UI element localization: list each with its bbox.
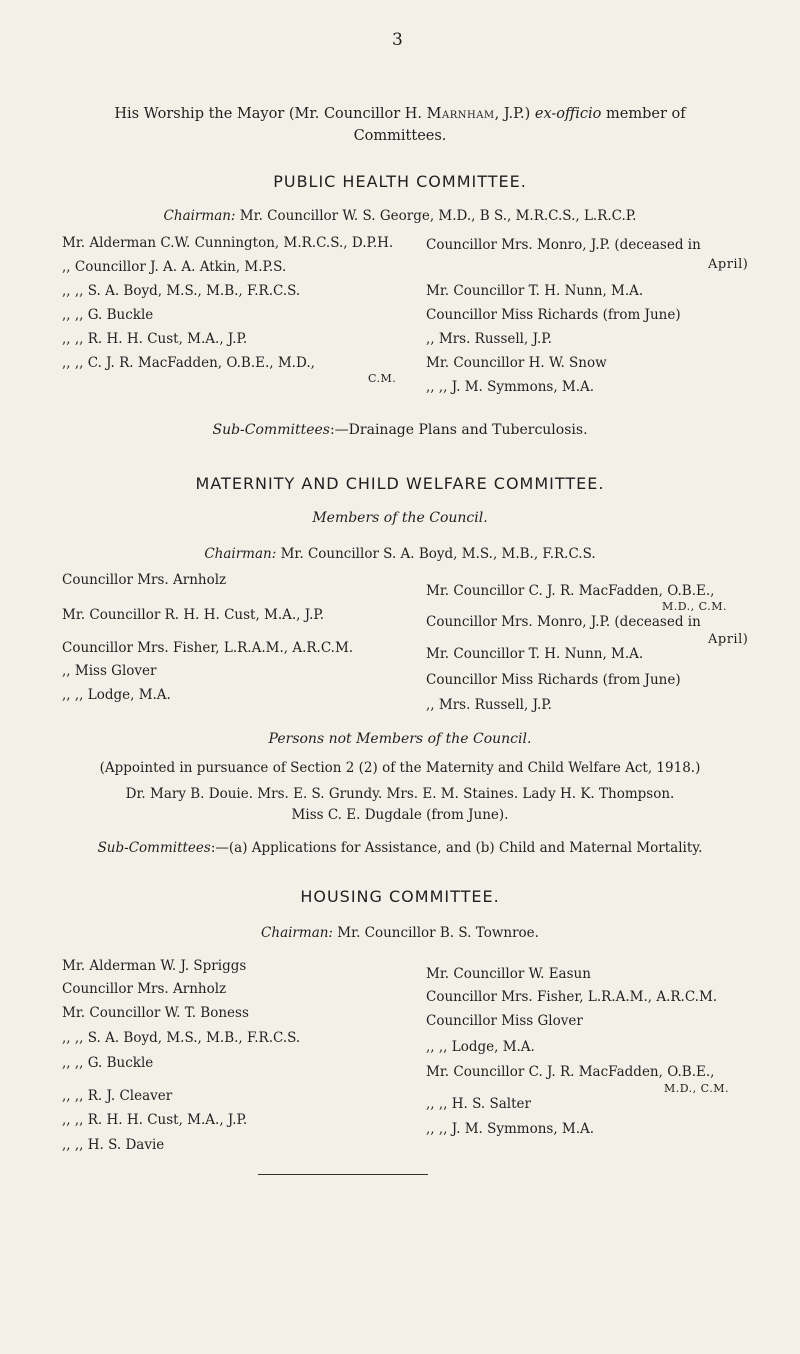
ph-subcommittees — [0, 422, 800, 438]
mat-appointed: (Appointed in pursuance of Section 2 (2) of the Maternity and Child Welfare Act, 1918.) — [99, 760, 701, 776]
mat-left-5: ,, ,, Lodge, M.A. — [62, 687, 171, 703]
ph-right-2: Mr. Councillor T. H. Nunn, M.A. — [426, 283, 644, 299]
housing-left-1: Mr. Alderman W. J. Spriggs — [62, 958, 247, 974]
closing-rule — [258, 1174, 428, 1175]
mat-sub-label: Sub-Committees — [97, 840, 211, 856]
ph-sub-text: :—Drainage Plans and Tuberculosis. — [329, 422, 588, 438]
mat-right-2: Councillor Mrs. Monro, J.P. (deceased in — [426, 614, 701, 630]
mat-right-tail-1: M.D., C.M. — [662, 600, 727, 613]
housing-left-4: ,, ,, S. A. Boyd, M.S., M.B., F.R.C.S. — [62, 1030, 301, 1046]
mat-chairman — [0, 546, 800, 562]
ph-left-tail: C.M. — [368, 372, 397, 385]
housing-right-4: ,, ,, Lodge, M.A. — [426, 1039, 535, 1055]
page-number: 3 — [392, 30, 403, 50]
mat-right-3: Mr. Councillor T. H. Nunn, M.A. — [426, 646, 644, 662]
ph-chairman — [0, 208, 800, 224]
mat-right-tail-2: April) — [708, 632, 749, 647]
mat-left-3: Councillor Mrs. Fisher, L.R.A.M., A.R.C.M. — [62, 640, 354, 656]
mat-sub-text: :—(a) Applications for Assistance, and (b) Child and Maternal Mortality. — [210, 840, 703, 856]
housing-right-1: Mr. Councillor W. Easun — [426, 966, 591, 982]
ph-left-3: ,, ,, S. A. Boyd, M.S., M.B., F.R.C.S. — [62, 283, 301, 299]
housing-chairman-name: Mr. Councillor B. S. Townroe. — [337, 925, 539, 941]
housing-right-2: Councillor Mrs. Fisher, L.R.A.M., A.R.C.M. — [426, 989, 718, 1005]
intro-pre: His Worship the Mayor (Mr. Councillor H. — [114, 106, 423, 122]
ph-right-3: Councillor Miss Richards (from June) — [426, 307, 681, 323]
mat-left-2: Mr. Councillor R. H. H. Cust, M.A., J.P. — [62, 607, 325, 623]
ph-chairman-label: Chairman: — [163, 208, 236, 224]
housing-right-3: Councillor Miss Glover — [426, 1013, 583, 1029]
housing-left-8: ,, ,, H. S. Davie — [62, 1137, 165, 1153]
intro-line-1 — [0, 103, 800, 125]
ph-right-6: ,, ,, J. M. Symmons, M.A. — [426, 379, 595, 395]
public-health-heading: PUBLIC HEALTH COMMITTEE. — [273, 172, 527, 191]
mat-left-4: ,, Miss Glover — [62, 663, 157, 679]
housing-left-7: ,, ,, R. H. H. Cust, M.A., J.P. — [62, 1112, 248, 1128]
ex-officio: ex-officio — [534, 106, 602, 122]
mat-chairman-name: Mr. Councillor S. A. Boyd, M.S., M.B., F.R.C.S. — [280, 546, 596, 562]
intro-post: member of — [606, 106, 686, 122]
mat-right-4: Councillor Miss Richards (from June) — [426, 672, 681, 688]
housing-heading: HOUSING COMMITTEE. — [300, 887, 500, 906]
intro-line-2: Committees. — [353, 128, 447, 144]
ph-left-1: Mr. Alderman C.W. Cunnington, M.R.C.S., D.P.H. — [62, 235, 394, 251]
ph-sub-label: Sub-Committees — [212, 422, 330, 438]
mat-subcommittees — [0, 840, 800, 856]
ph-left-5: ,, ,, R. H. H. Cust, M.A., J.P. — [62, 331, 248, 347]
mat-right-1: Mr. Councillor C. J. R. MacFadden, O.B.E., — [426, 583, 715, 599]
mat-persons-line-1: Dr. Mary B. Douie. Mrs. E. S. Grundy. Mrs. E. M. Staines. Lady H. K. Thompson. — [125, 786, 675, 802]
housing-right-tail: M.D., C.M. — [664, 1082, 729, 1095]
mayor-name: Marnham — [426, 106, 495, 122]
ph-right-4: ,, Mrs. Russell, J.P. — [426, 331, 552, 347]
mayor-suffix: , J.P.) — [494, 106, 531, 122]
mat-persons-line-2: Miss C. E. Dugdale (from June). — [291, 807, 509, 823]
housing-chairman — [0, 925, 800, 941]
ph-left-4: ,, ,, G. Buckle — [62, 307, 154, 323]
housing-right-7: ,, ,, J. M. Symmons, M.A. — [426, 1121, 595, 1137]
ph-right-5: Mr. Councillor H. W. Snow — [426, 355, 607, 371]
mat-right-5: ,, Mrs. Russell, J.P. — [426, 697, 552, 713]
housing-right-5: Mr. Councillor C. J. R. MacFadden, O.B.E., — [426, 1064, 715, 1080]
mat-left-1: Councillor Mrs. Arnholz — [62, 572, 227, 588]
housing-left-3: Mr. Councillor W. T. Boness — [62, 1005, 249, 1021]
ph-right-1: Councillor Mrs. Monro, J.P. (deceased in — [426, 237, 701, 253]
mat-chairman-label: Chairman: — [204, 546, 277, 562]
ph-left-2: ,, Councillor J. A. A. Atkin, M.P.S. — [62, 259, 287, 275]
housing-right-6: ,, ,, H. S. Salter — [426, 1096, 531, 1112]
ph-chairman-name: Mr. Councillor W. S. George, M.D., B S., M.R.C.S., L.R.C.P. — [239, 208, 637, 224]
maternity-heading: MATERNITY AND CHILD WELFARE COMMITTEE. — [195, 474, 605, 493]
ph-right-tail: April) — [708, 257, 749, 272]
housing-left-5: ,, ,, G. Buckle — [62, 1055, 154, 1071]
mat-persons-heading: Persons not Members of the Council. — [268, 731, 532, 747]
housing-left-6: ,, ,, R. J. Cleaver — [62, 1088, 173, 1104]
ph-left-6: ,, ,, C. J. R. MacFadden, O.B.E., M.D., — [62, 355, 315, 371]
housing-chairman-label: Chairman: — [261, 925, 333, 941]
housing-left-2: Councillor Mrs. Arnholz — [62, 981, 227, 997]
mat-members-heading: Members of the Council. — [312, 510, 488, 526]
